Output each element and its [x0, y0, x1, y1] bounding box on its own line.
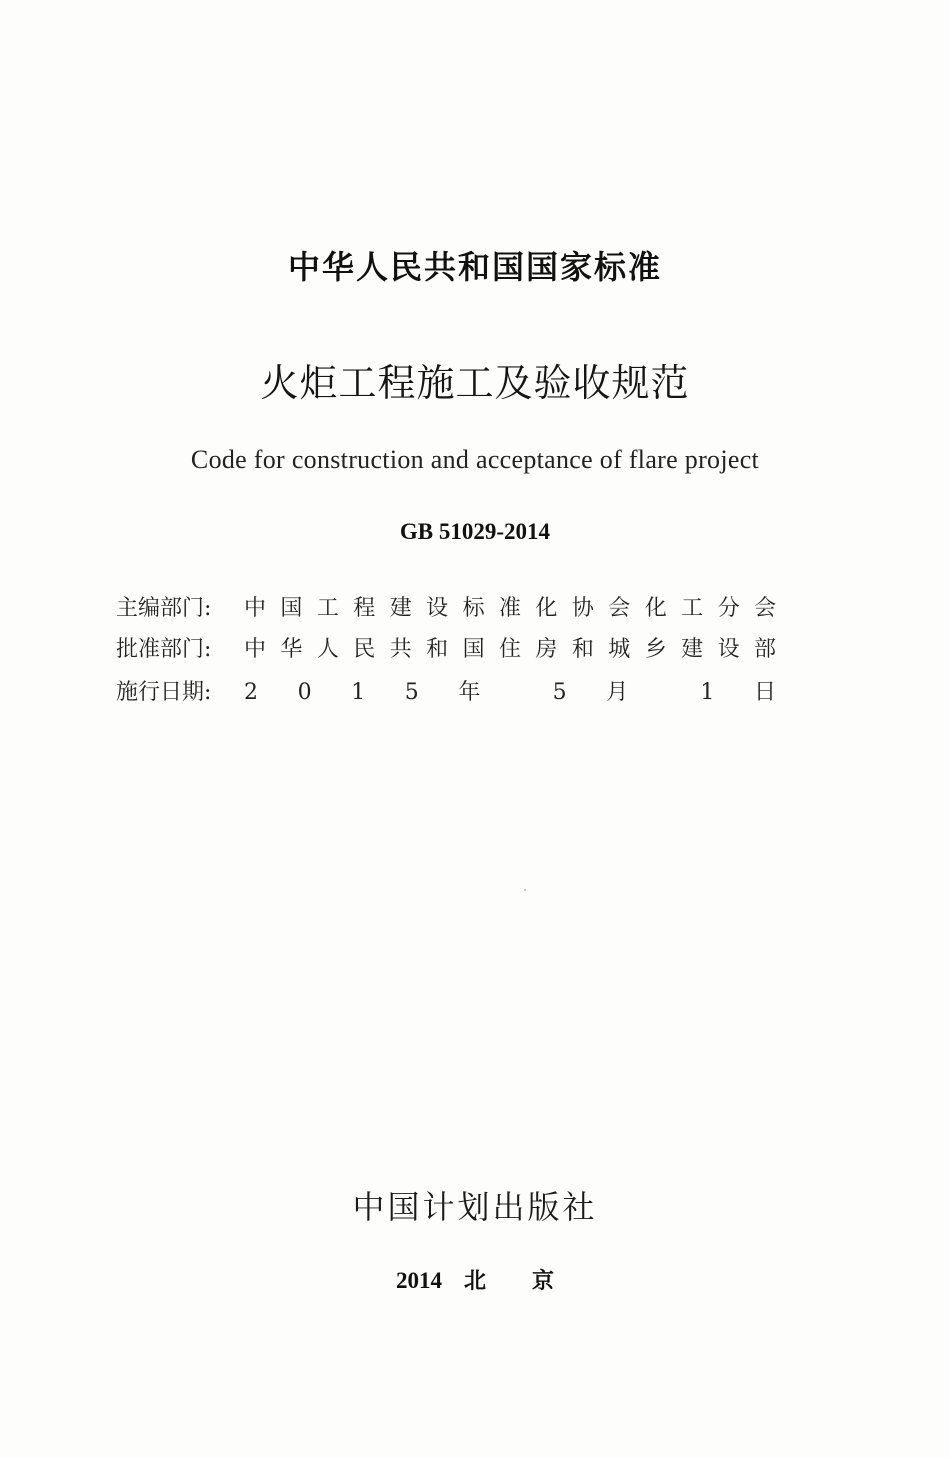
document-title-chinese: 火炬工程施工及验收规范	[260, 361, 690, 405]
publication-place	[0, 1264, 950, 1295]
document-title-english: Code for construction and acceptance of flare project	[190, 445, 760, 474]
standard-series-heading: 中华人民共和国国家标准	[287, 248, 662, 286]
editor-value: 中 国 工 程 建 设 标 准 化 协 会 化 工 分 会	[244, 596, 776, 621]
standard-number: GB 51029-2014	[399, 519, 551, 544]
meta-row-editor	[116, 591, 776, 621]
editor-label: 主编部门:	[116, 596, 212, 621]
meta-row-effective-date	[116, 675, 776, 705]
approver-label: 批准部门:	[116, 637, 212, 662]
publication-year: 2014	[395, 1268, 442, 1293]
publication-city: 北京	[463, 1269, 600, 1294]
scan-speck	[524, 889, 526, 891]
approver-value: 中 华 人 民 共 和 国 住 房 和 城 乡 建 设 部	[244, 637, 776, 662]
effective-date-label: 施行日期:	[116, 680, 212, 705]
meta-row-approver	[116, 632, 776, 662]
effective-date-value: 2 0 1 5 年 5 月 1 日	[244, 680, 776, 705]
publisher-name: 中国计划出版社	[352, 1188, 598, 1226]
